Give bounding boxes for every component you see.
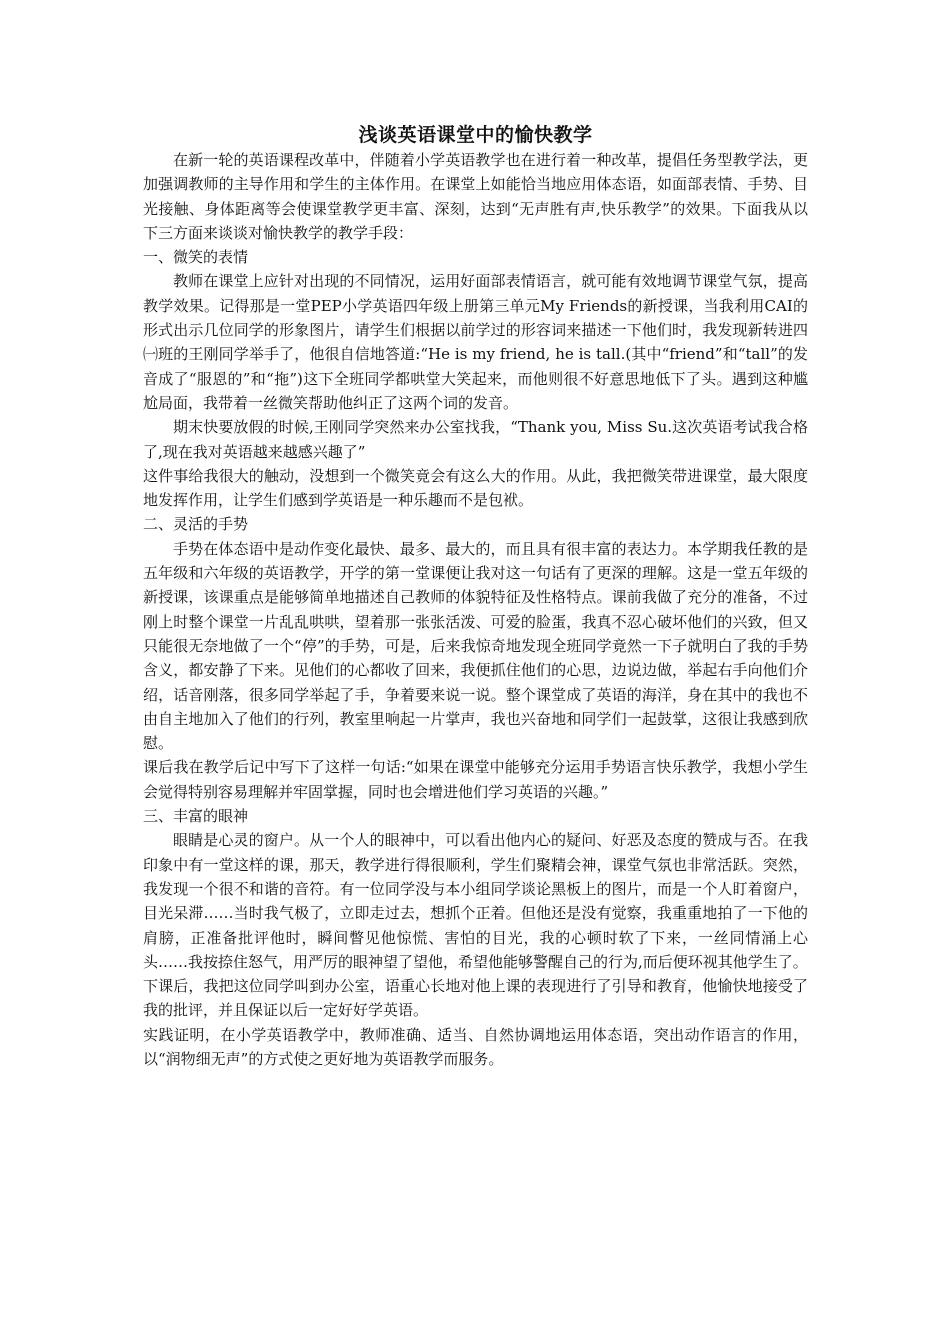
body-paragraph: 眼睛是心灵的窗户。从一个人的眼神中，可以看出他内心的疑问、好恶及态度的赞成与否。在我印象中有一堂这样的课，那天，教学进行得很顺利，学生们聚精会神，课堂气氛也非常活跃。突然，我发现一个很不和谐的音符。有一位同学没与本小组同学谈论黑板上的图片，而是一个人盯着窗户，目光呆滞……当时我气极了，立即走过去，想抓个正着。但他还是没有觉察，我重重地拍了一下他的肩膀，正准备批评他时，瞬间瞥见他惊慌、害怕的目光，我的心顿时软了下来，一丝同情涌上心头……我按捺住怒气，用严厉的眼神望了望他，希望他能够警醒自己的行为,而后便环视其他学生了。 [143,831,808,971]
intro-paragraph: 在新一轮的英语课程改革中，伴随着小学英语教学也在进行着一种改革，提倡任务型教学法，更加强调教师的主导作用和学生的主体作用。在课堂上如能恰当地应用体态语，如面部表情、手势、目光接触、身体距离等会使课堂教学更丰富、深刻，达到“无声胜有声,快乐教学”的效果。下面我从以下三方面来谈谈对愉快教学的教学手段： [143,151,808,242]
section-heading-gesture: 二、灵活的手势 [143,515,249,534]
document-title: 浅谈英语课堂中的愉快教学 [358,124,593,146]
body-paragraph: 期末快要放假的时候,王刚同学突然来办公室找我，“Thank you, Miss Su.这次英语考试我合格了,现在我对英语越来越感兴趣了” [143,418,808,461]
body-paragraph: 手势在体态语中是动作变化最快、最多、最大的，而且具有很丰富的表达力。本学期我任教的是五年级和六年级的英语教学，开学的第一堂课便让我对这一句话有了更深的理解。这是一堂五年级的新授课，该课重点是能够简单地描述自己教师的体貌特征及性格特点。课前我做了充分的准备，不过刚上时整个课堂一片乱乱哄哄，望着那一张张活泼、可爱的脸蛋，我真不忍心破坏他们的兴致，但又只能很无奈地做了一个“停”的手势，可是，后来我惊奇地发现全班同学竟然一下子就明白了我的手势含义，都安静了下来。见他们的心都收了回来，我便抓住他们的心思，边说边做，举起右手向他们介绍，话音刚落，很多同学举起了手，争着要来说一说。整个课堂成了英语的海洋，身在其中的我也不由自主地加入了他们的行列，教室里响起一片掌声，我也兴奋地和同学们一起鼓掌，这很让我感到欣慰。 [143,539,808,753]
body-paragraph: 教师在课堂上应针对出现的不同情况，运用好面部表情语言，就可能有效地调节课堂气氛，提高教学效果。记得那是一堂PEP小学英语四年级上册第三单元My Friends的新授课，当我利用CAI的形式出示几位同学的形象图片，请学生们根据以前学过的形容词来描述一下他们时，我发现新转进四㈠班的王刚同学举手了，他很自信地答道:“He is my friend, he is tall.(其中“friend”和“tall”的发音成了“服恩的”和“拖”)这下全班同学都哄堂大笑起来，而他则很不好意思地低下了头。遇到这种尴尬局面，我带着一丝微笑帮助他纠正了这两个词的发音。 [143,272,808,412]
conclusion-paragraph: 实践证明，在小学英语教学中，教师准确、适当、自然协调地运用体态语，突出动作语言的作用，以“润物细无声”的方式使之更好地为英语教学而服务。 [143,1025,808,1068]
body-paragraph: 下课后，我把这位同学叫到办公室，语重心长地对他上课的表现进行了引导和教育，他愉快地接受了我的批评，并且保证以后一定好好学英语。 [143,977,808,1020]
section-heading-eyes: 三、丰富的眼神 [143,807,249,826]
document-page [143,122,808,1071]
body-paragraph: 课后我在教学后记中写下了这样一句话:“如果在课堂中能够充分运用手势语言快乐教学，我想小学生会觉得特别容易理解并牢固掌握，同时也会增进他们学习英语的兴趣。” [143,758,808,801]
section-heading-smile: 一、微笑的表情 [143,248,249,267]
body-paragraph: 这件事给我很大的触动，没想到一个微笑竟会有这么大的作用。从此，我把微笑带进课堂，最大限度地发挥作用，让学生们感到学英语是一种乐趣而不是包袱。 [143,466,808,510]
